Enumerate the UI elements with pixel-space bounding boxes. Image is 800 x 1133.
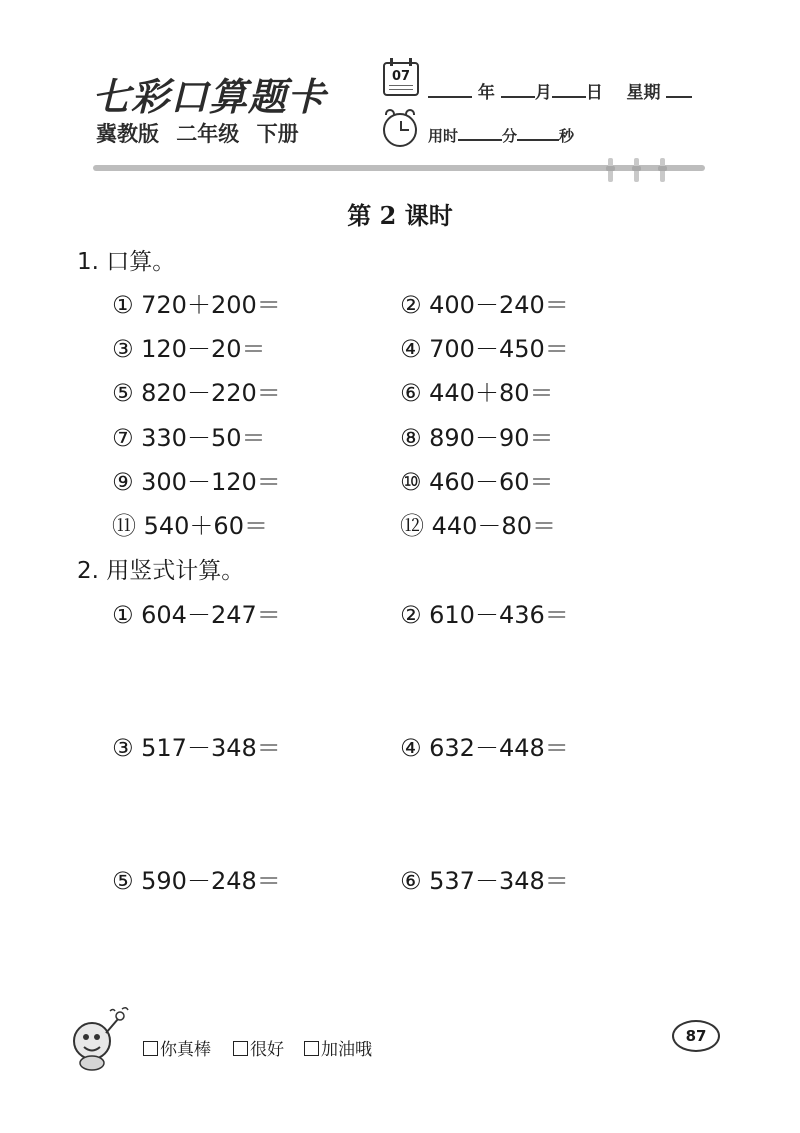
- logo-title: 七彩口算题卡: [92, 74, 327, 119]
- oral-problem: ⑧ 890－90＝: [400, 424, 554, 452]
- binder-peg-icon: [608, 158, 613, 182]
- oral-problem: ④ 700－450＝: [400, 335, 569, 363]
- month-blank[interactable]: [501, 82, 535, 98]
- second-blank[interactable]: [517, 125, 559, 141]
- time-used-line: [428, 125, 574, 146]
- oral-problem: ⑨ 300－120＝: [112, 468, 281, 496]
- oral-problem: ⑪ 540＋60＝: [112, 512, 268, 540]
- day-blank[interactable]: [552, 82, 586, 98]
- oral-problem: ⑥ 440＋80＝: [400, 379, 554, 407]
- rating-option-good[interactable]: [233, 1035, 284, 1060]
- vertical-calc-problem: ③ 517－348＝: [112, 734, 281, 762]
- alarm-clock-icon: [383, 113, 417, 147]
- checkbox-icon[interactable]: [233, 1041, 248, 1056]
- oral-problem: ③ 120－20＝: [112, 335, 266, 363]
- section-1-title: 1. 口算。: [77, 249, 176, 275]
- rating-label: 很好: [250, 1040, 284, 1060]
- binder-peg-icon: [634, 158, 639, 182]
- time-used-label: 用时: [428, 127, 459, 145]
- oral-problem: ⑫ 440－80＝: [400, 512, 556, 540]
- mascot-icon: [62, 1003, 132, 1073]
- vertical-calc-problem: ② 610－436＝: [400, 601, 569, 629]
- page-number: 87: [672, 1020, 720, 1052]
- month-label: 月: [534, 83, 552, 103]
- oral-problem: ⑤ 820－220＝: [112, 379, 281, 407]
- checkbox-icon[interactable]: [304, 1041, 319, 1056]
- rating-option-great[interactable]: [143, 1035, 211, 1060]
- checkbox-icon[interactable]: [143, 1041, 158, 1056]
- edition-subtitle: 冀教版 二年级 下册: [96, 122, 299, 146]
- year-label: 年: [477, 83, 495, 103]
- weekday-label: 星期: [626, 83, 661, 103]
- rating-option-keep-going[interactable]: [304, 1035, 372, 1060]
- calendar-number: 07: [391, 69, 411, 84]
- oral-problem: ① 720＋200＝: [112, 291, 281, 319]
- binder-peg-icon: [660, 158, 665, 182]
- rating-label: 你真棒: [160, 1040, 211, 1060]
- rating-label: 加油哦: [321, 1040, 372, 1060]
- oral-problem: ⑩ 460－60＝: [400, 468, 554, 496]
- weekday-blank[interactable]: [666, 82, 692, 98]
- lesson-title: 第 2 课时: [347, 201, 453, 230]
- vertical-calc-problem: ① 604－247＝: [112, 601, 281, 629]
- oral-problem: ⑦ 330－50＝: [112, 424, 266, 452]
- year-blank[interactable]: [428, 82, 472, 98]
- date-fill-line: [428, 78, 692, 103]
- minute-label: 分: [502, 127, 518, 145]
- calendar-icon: [383, 62, 419, 96]
- section-2-title: 2. 用竖式计算。: [77, 558, 245, 584]
- vertical-calc-problem: ⑤ 590－248＝: [112, 867, 281, 895]
- minute-blank[interactable]: [458, 125, 502, 141]
- oral-problem: ② 400－240＝: [400, 291, 569, 319]
- day-label: 日: [585, 83, 603, 103]
- vertical-calc-problem: ④ 632－448＝: [400, 734, 569, 762]
- vertical-calc-problem: ⑥ 537－348＝: [400, 867, 569, 895]
- second-label: 秒: [559, 127, 575, 145]
